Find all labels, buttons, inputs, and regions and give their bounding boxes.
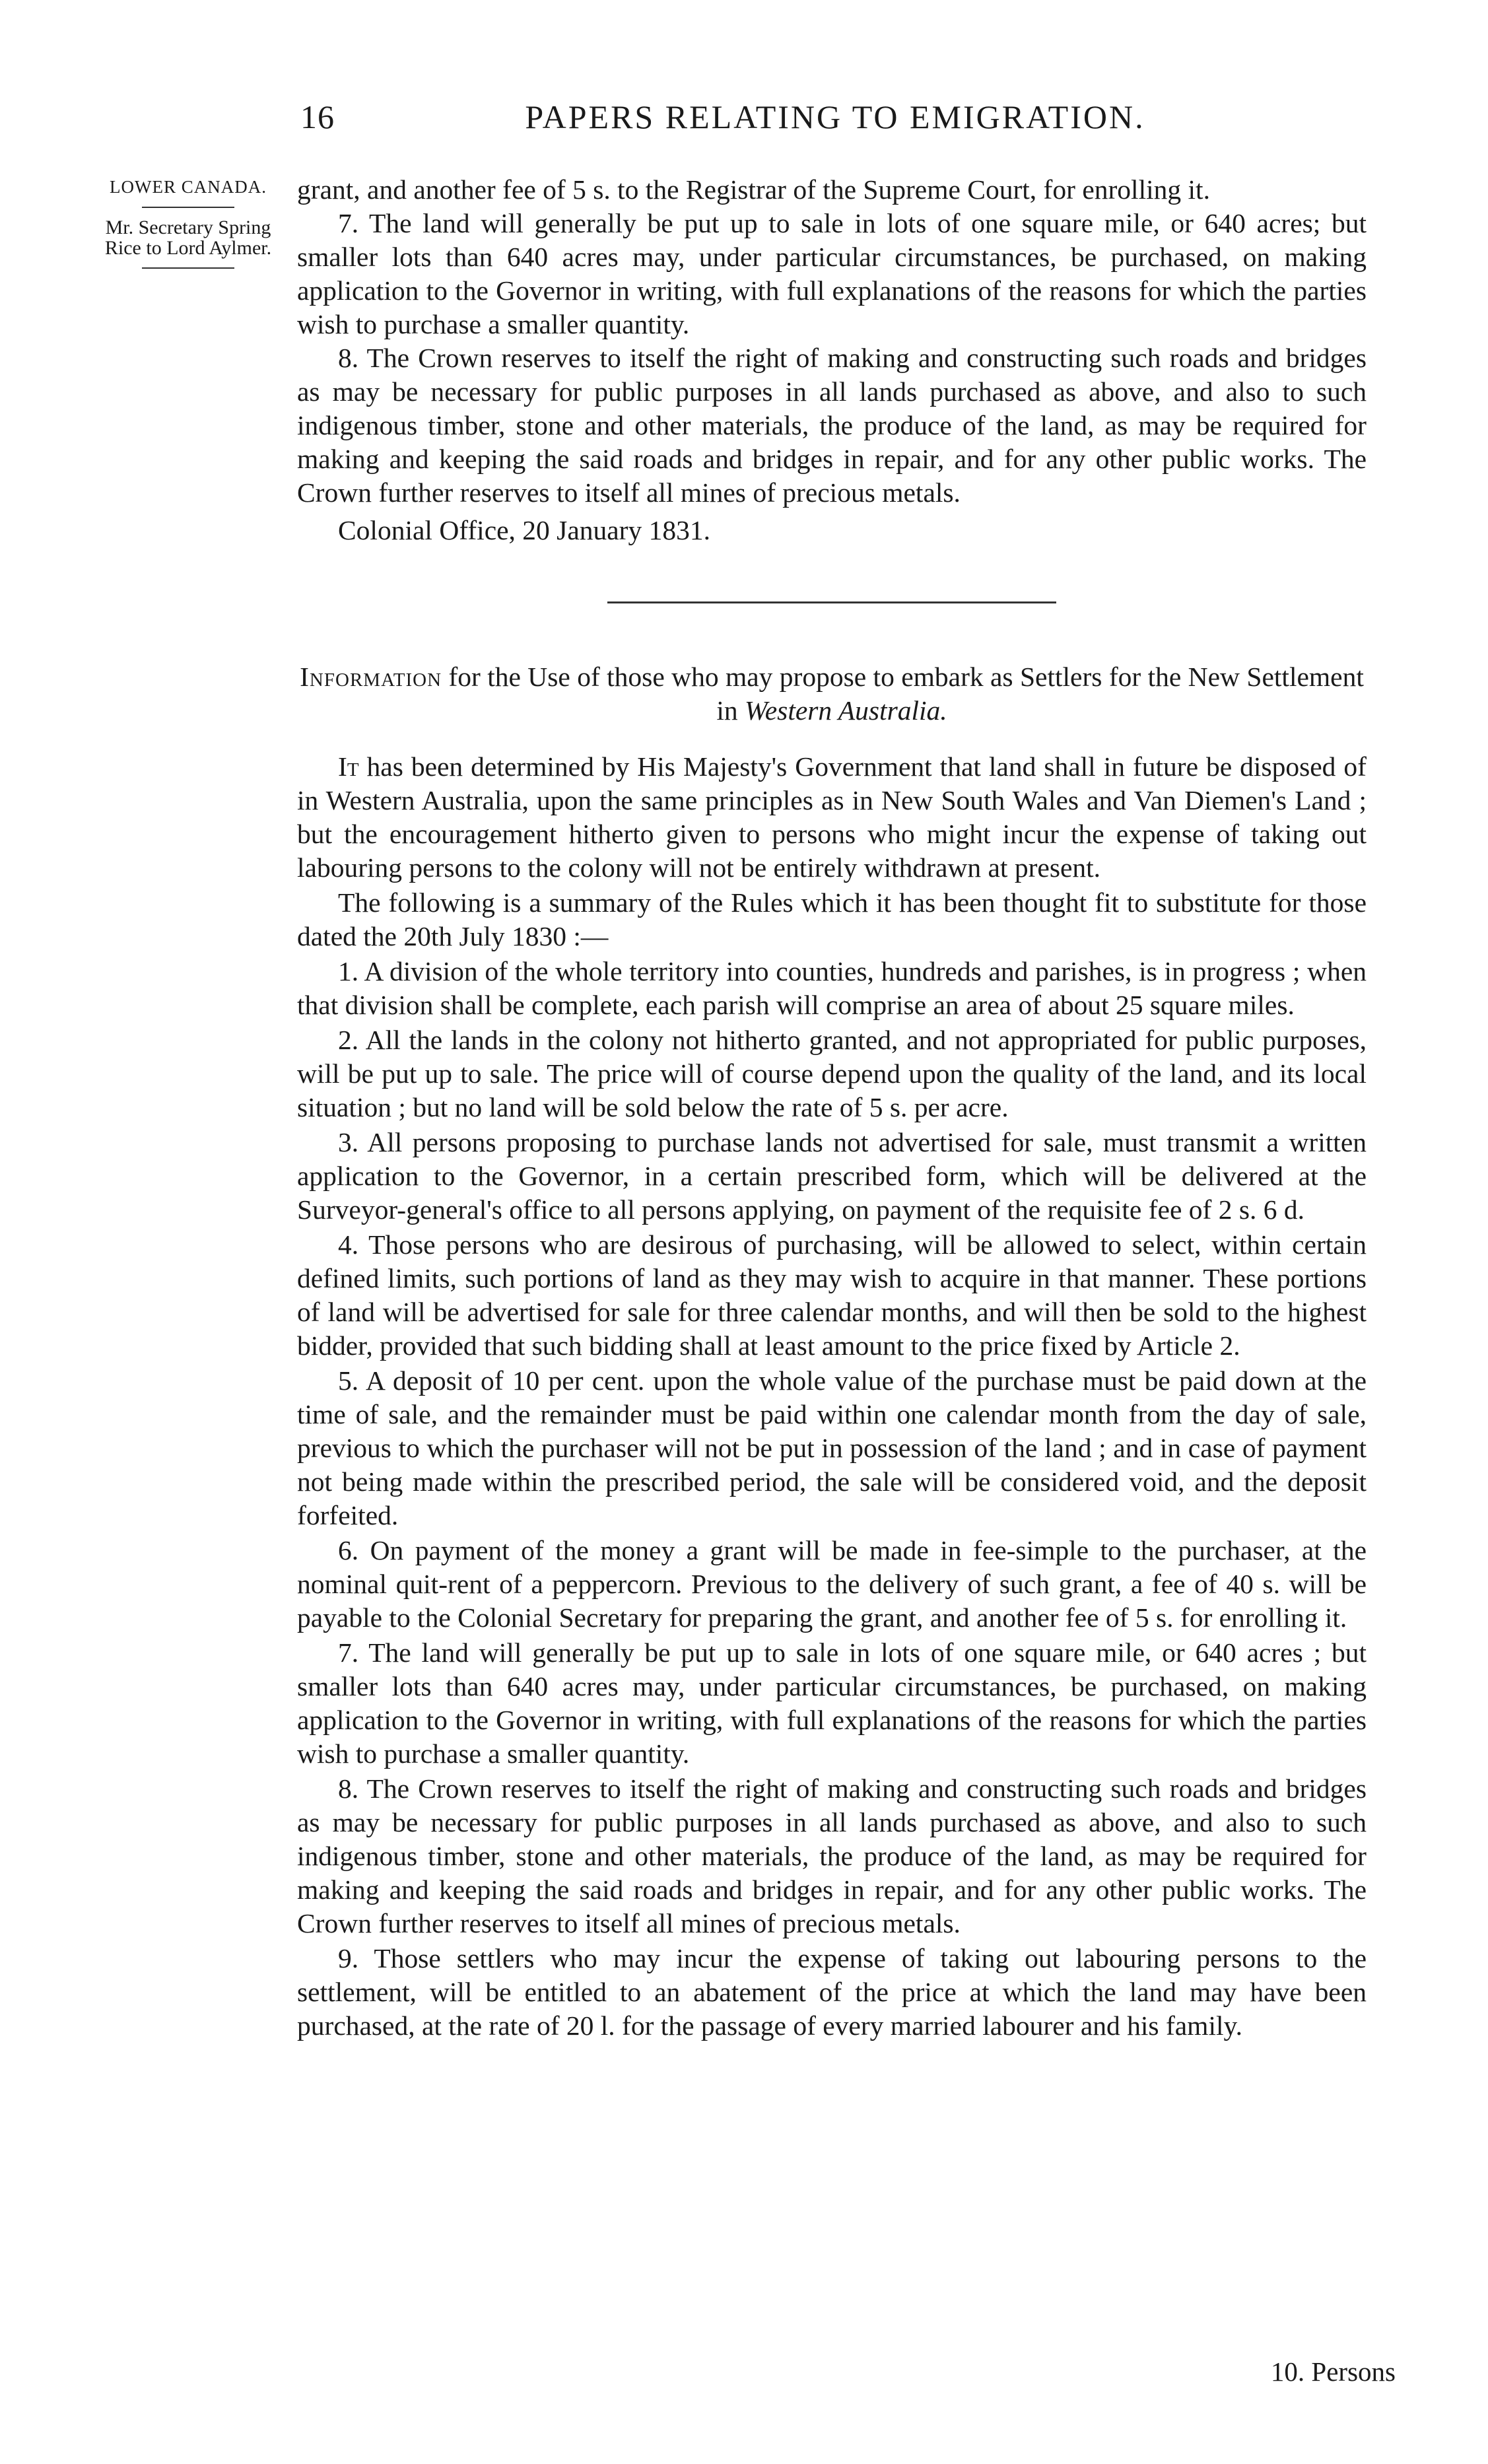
heading-rest: for the Use of those who may propose to embark as Settlers for the New Settlement in <box>442 662 1364 726</box>
intro-first-word: It <box>338 751 359 782</box>
margin-correspondence-note: Mr. Secretary Spring Rice to Lord Aylmer. <box>104 217 272 259</box>
intro-text: has been determined by His Majesty's Government that land shall in future be disposed of in Western Australia, upon the same principles as in New South Wales and Van Diemen's Land ; but the encouragement hitherto given to persons who might incur the expense of taking out labouring persons to the colony will not be entirely withdrawn at present. <box>297 751 1367 883</box>
rule-6: 6. On payment of the money a grant will be made in fee-simple to the purchaser, at the nominal quit-rent of a peppercorn. Previous to the delivery of such grant, a fee of 40 s. will be payable to the Colonial Secretary for preparing the grant, and another fee of 5 s. for enrolling it. <box>297 1535 1367 1633</box>
dateline: Colonial Office, 20 January 1831. <box>338 515 710 545</box>
section-divider <box>607 601 1056 603</box>
rule-8: 8. The Crown reserves to itself the right of making and constructing such roads and bridges as may be necessary for public purposes in all lands purchased as above, and also to such indigenous timber, stone and other materials, the produce of the land, as may be required for making and keeping the said roads and bridges in repair, and for any other public works. The Crown further reserves to itself all mines of precious metals. <box>297 1773 1367 1938</box>
continuation-paragraph: grant, and another fee of 5 s. to the Registrar of the Supreme Court, for enrolling it. <box>297 174 1210 205</box>
rule-7: 7. The land will generally be put up to sale in lots of one square mile, or 640 acres ; but smaller lots than 640 acres may, under particular circumstances, be purchased, on making application to the Governor in writing, with full explanations of the reasons for which the parties wish to purchase a smaller quantity. <box>297 1637 1367 1769</box>
body-column <box>297 173 1367 2043</box>
marginal-notes <box>92 177 284 278</box>
page-number: 16 <box>300 98 335 135</box>
rule-4: 4. Those persons who are desirous of purchasing, will be allowed to select, within certain defined limits, such portions of land as they may wish to acquire in that manner. These portions of land will be advertised for sale for three calendar months, and will then be sold to the highest bidder, provided that such bidding shall at least amount to the price fixed by Article 2. <box>297 1229 1367 1361</box>
top-paragraph-7: 7. The land will generally be put up to sale in lots of one square mile, or 640 acres; but smaller lots than 640 acres may, under particular circumstances, be purchased, on making application to the Governor in writing, with full explanations of the reasons for which the parties wish to purchase a smaller quantity. <box>297 208 1367 339</box>
top-paragraph-8: 8. The Crown reserves to itself the right of making and constructing such roads and bridges as may be necessary for public purposes in all lands purchased as above, and also to such indigenous timber, stone and other materials, the produce of the land, as may be required for making and keeping the said roads and bridges in repair, and for any other public works. The Crown further reserves to itself all mines of precious metals. <box>297 343 1367 508</box>
heading-lead: Information <box>300 662 442 692</box>
rule-5: 5. A deposit of 10 per cent. upon the whole value of the purchase must be paid down at the time of sale, and the remainder must be paid within one calendar month from the day of sale, previous to which the purchaser will not be put in possession of the land ; and in case of payment not being made within the prescribed period, the sale will be considered void, and the deposit forfeited. <box>297 1365 1367 1530</box>
margin-colony: LOWER CANADA. <box>110 177 267 197</box>
margin-rule <box>142 207 234 208</box>
catchword: 10. Persons <box>1270 2356 1396 2387</box>
margin-rule-lower <box>142 267 234 269</box>
intro-paragraph <box>297 750 1367 885</box>
page-header <box>300 98 1370 144</box>
heading-place: Western Australia. <box>744 695 947 726</box>
section-heading <box>297 660 1367 728</box>
summary-paragraph: The following is a summary of the Rules which it has been thought fit to substitute for those dated the 20th July 1830 :— <box>297 887 1367 951</box>
rule-1: 1. A division of the whole territory into counties, hundreds and parishes, is in progress ; when that division shall be complete, each parish will comprise an area of about 25 square miles. <box>297 956 1367 1020</box>
rule-9: 9. Those settlers who may incur the expense of taking out labouring persons to the settlement, will be entitled to an abatement of the price at which the land may have been purchased, at the rate of 20 l. for the passage of every married labourer and his family. <box>297 1943 1367 2041</box>
rule-2: 2. All the lands in the colony not hitherto granted, and not appropriated for public purposes, will be put up to sale. The price will of course depend upon the quality of the land, and its local situation ; but no land will be sold below the rate of 5 s. per acre. <box>297 1025 1367 1122</box>
running-head: PAPERS RELATING TO EMIGRATION. <box>525 98 1145 135</box>
rule-3: 3. All persons proposing to purchase lands not advertised for sale, must transmit a written application to the Governor, in a certain prescribed form, which will be delivered at the Surveyor-general's office to all persons applying, on payment of the requisite fee of 2 s. 6 d. <box>297 1127 1367 1225</box>
